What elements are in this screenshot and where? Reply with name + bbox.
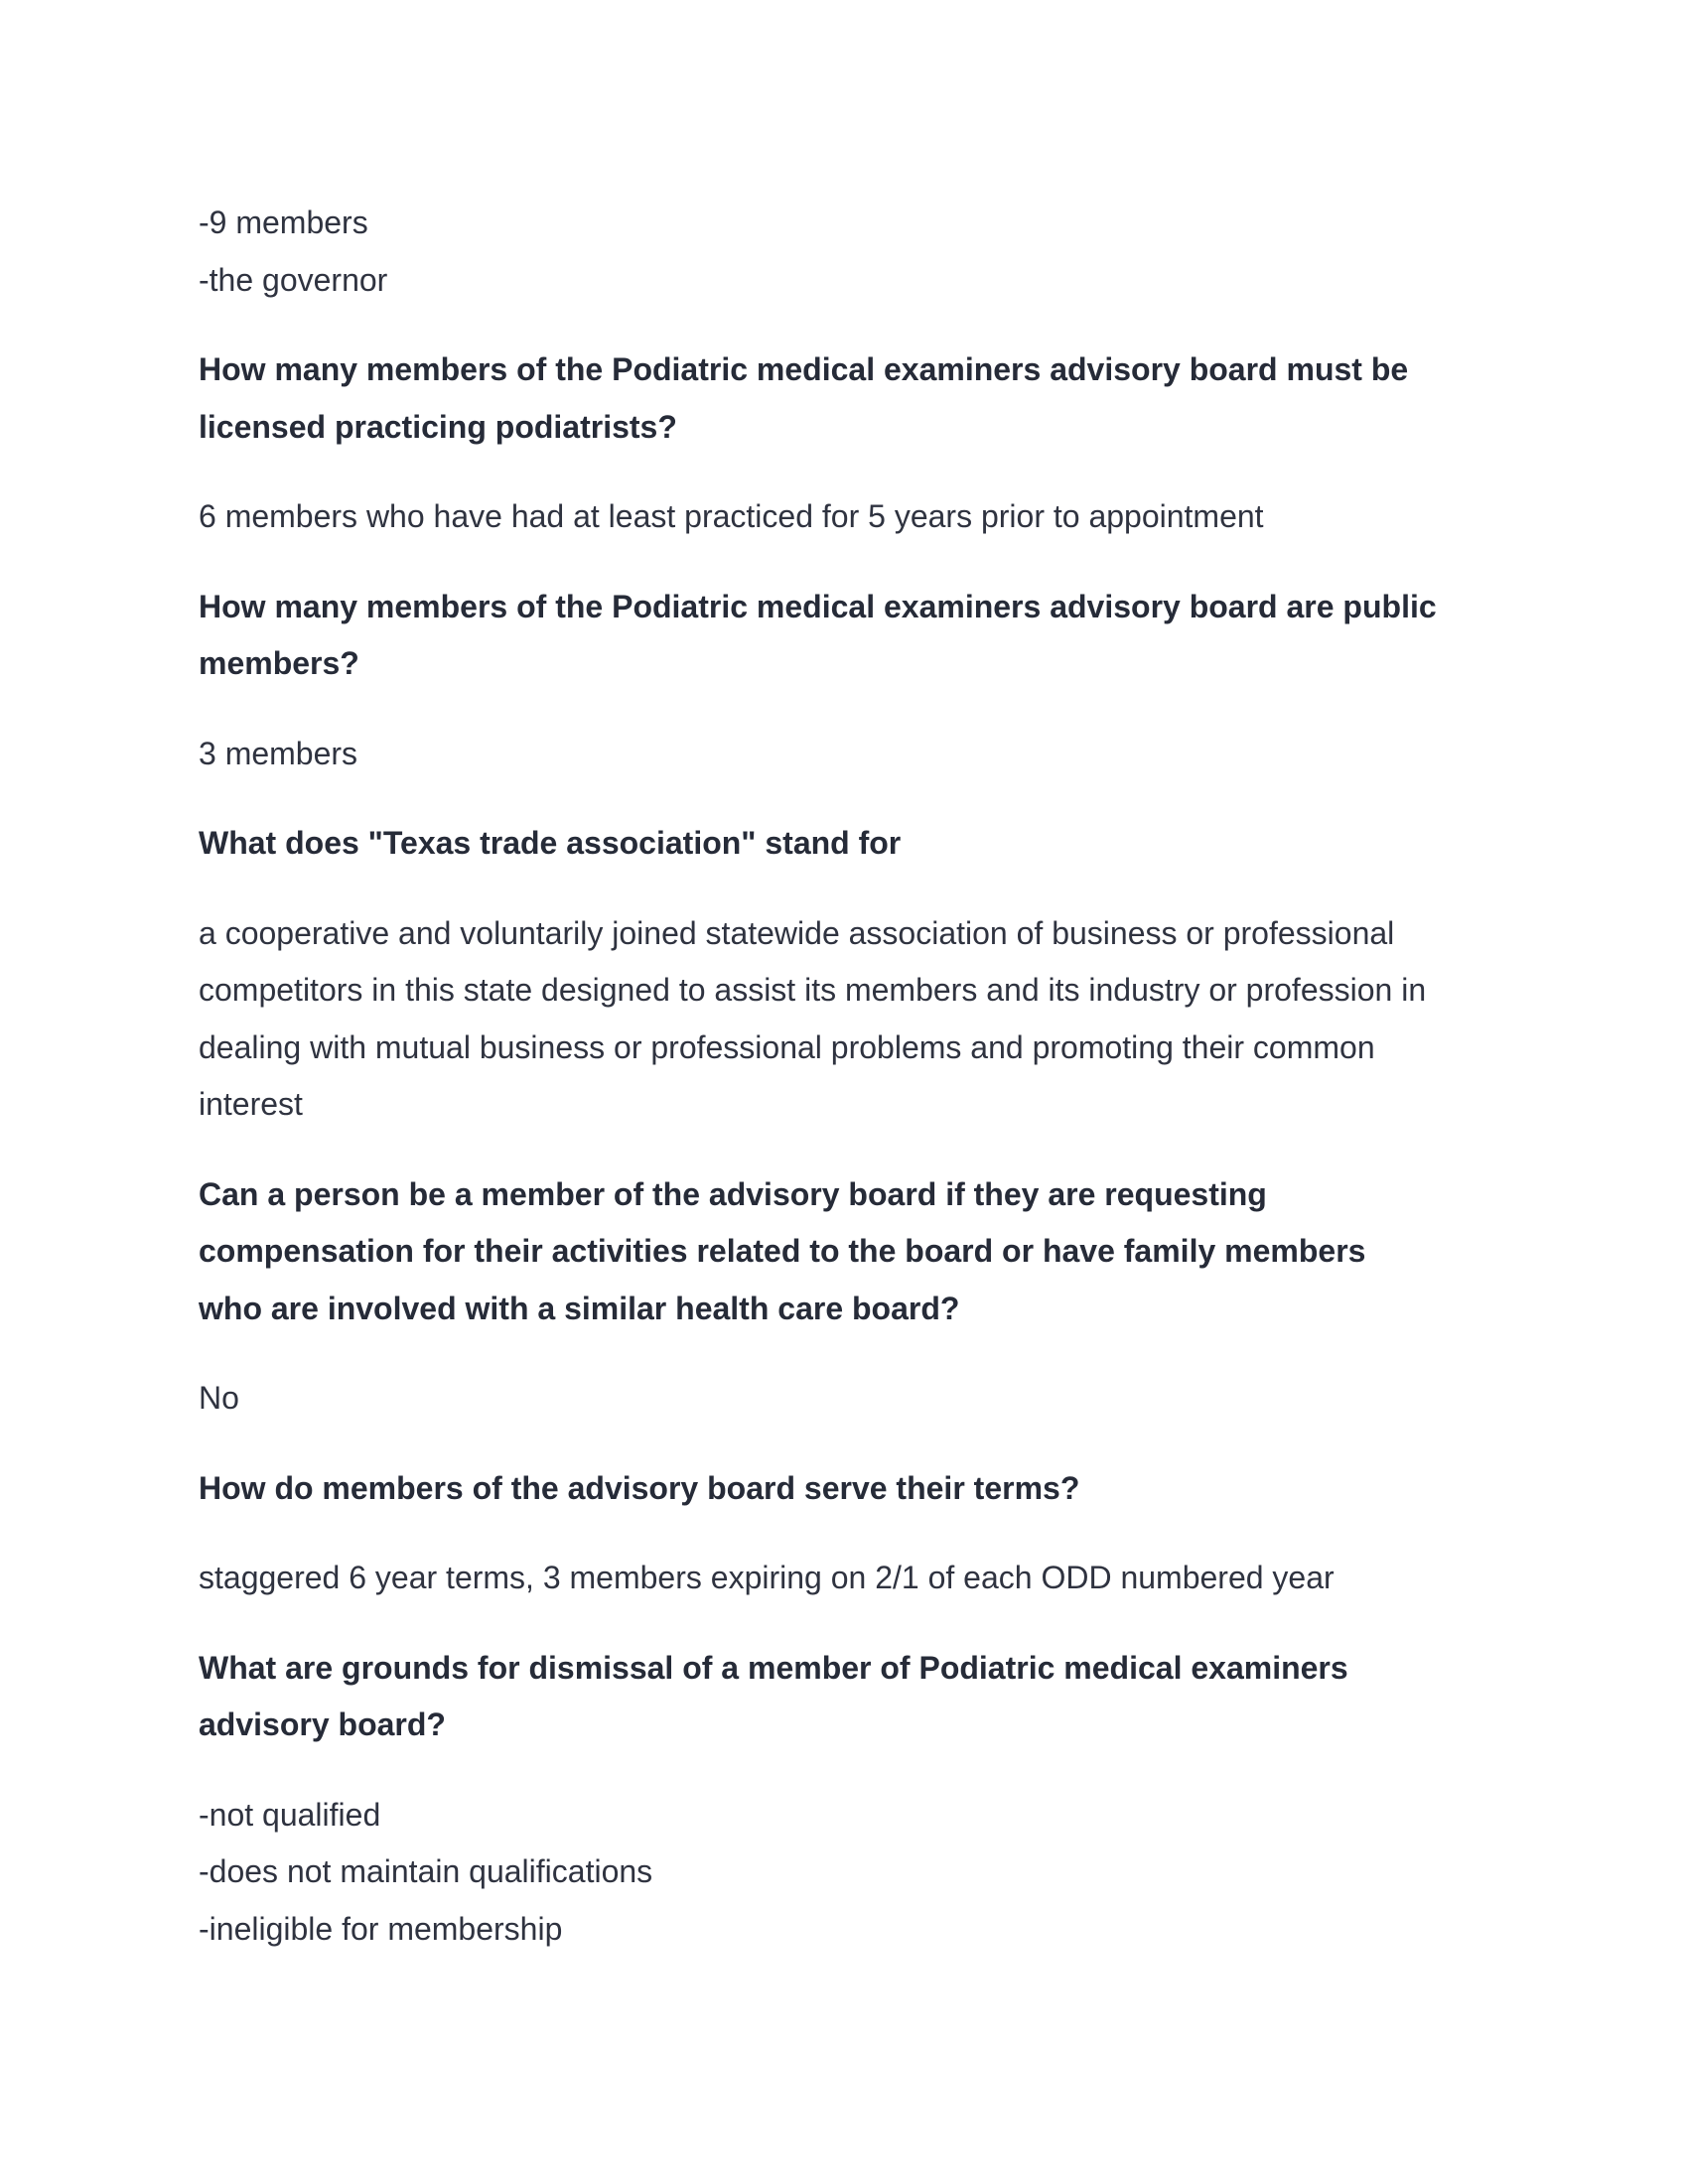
question-line: who are involved with a similar health care board? [199,1290,960,1326]
answer-block [199,195,1489,309]
document-page [199,195,1489,1958]
question-line: advisory board? [199,1706,446,1742]
question-block [199,341,1489,456]
answer-line: 3 members [199,735,358,771]
answer-line: interest [199,1086,303,1122]
answer-block [199,488,1489,546]
answer-line: No [199,1380,239,1416]
answer-line: -not qualified [199,1796,381,1833]
answer-line: 6 members who have had at least practiced for 5 years prior to appointment [199,498,1264,534]
question-line: compensation for their activities related to the board or have family members [199,1233,1366,1269]
answer-block [199,726,1489,783]
answer-block [199,1550,1489,1607]
answer-line: -9 members [199,205,368,240]
question-line: How many members of the Podiatric medical examiners advisory board must be [199,351,1409,387]
answer-line: -the governor [199,261,388,298]
question-line: Can a person be a member of the advisory board if they are requesting [199,1175,1267,1212]
answer-line: a cooperative and voluntarily joined statewide association of business or professional [199,914,1395,951]
question-block [199,1460,1489,1518]
answer-line: staggered 6 year terms, 3 members expiring on 2/1 of each ODD numbered year [199,1560,1335,1595]
question-block [199,815,1489,873]
question-block [199,1640,1489,1754]
answer-line: -does not maintain qualifications [199,1853,653,1889]
question-block [199,579,1489,693]
answer-line: -ineligible for membership [199,1910,563,1947]
answer-block [199,1370,1489,1428]
answer-block [199,1787,1489,1959]
question-line: licensed practicing podiatrists? [199,408,677,445]
question-block [199,1166,1489,1338]
answer-line: dealing with mutual business or professional problems and promoting their common [199,1028,1375,1065]
question-line: What does "Texas trade association" stand for [199,825,902,861]
question-line: members? [199,645,359,681]
question-line: How many members of the Podiatric medical examiners advisory board are public [199,588,1437,624]
answer-block [199,905,1489,1134]
answer-line: competitors in this state designed to assist its members and its industry or profession in [199,972,1427,1008]
question-line: What are grounds for dismissal of a member of Podiatric medical examiners [199,1649,1348,1686]
question-line: How do members of the advisory board serve their terms? [199,1469,1080,1506]
